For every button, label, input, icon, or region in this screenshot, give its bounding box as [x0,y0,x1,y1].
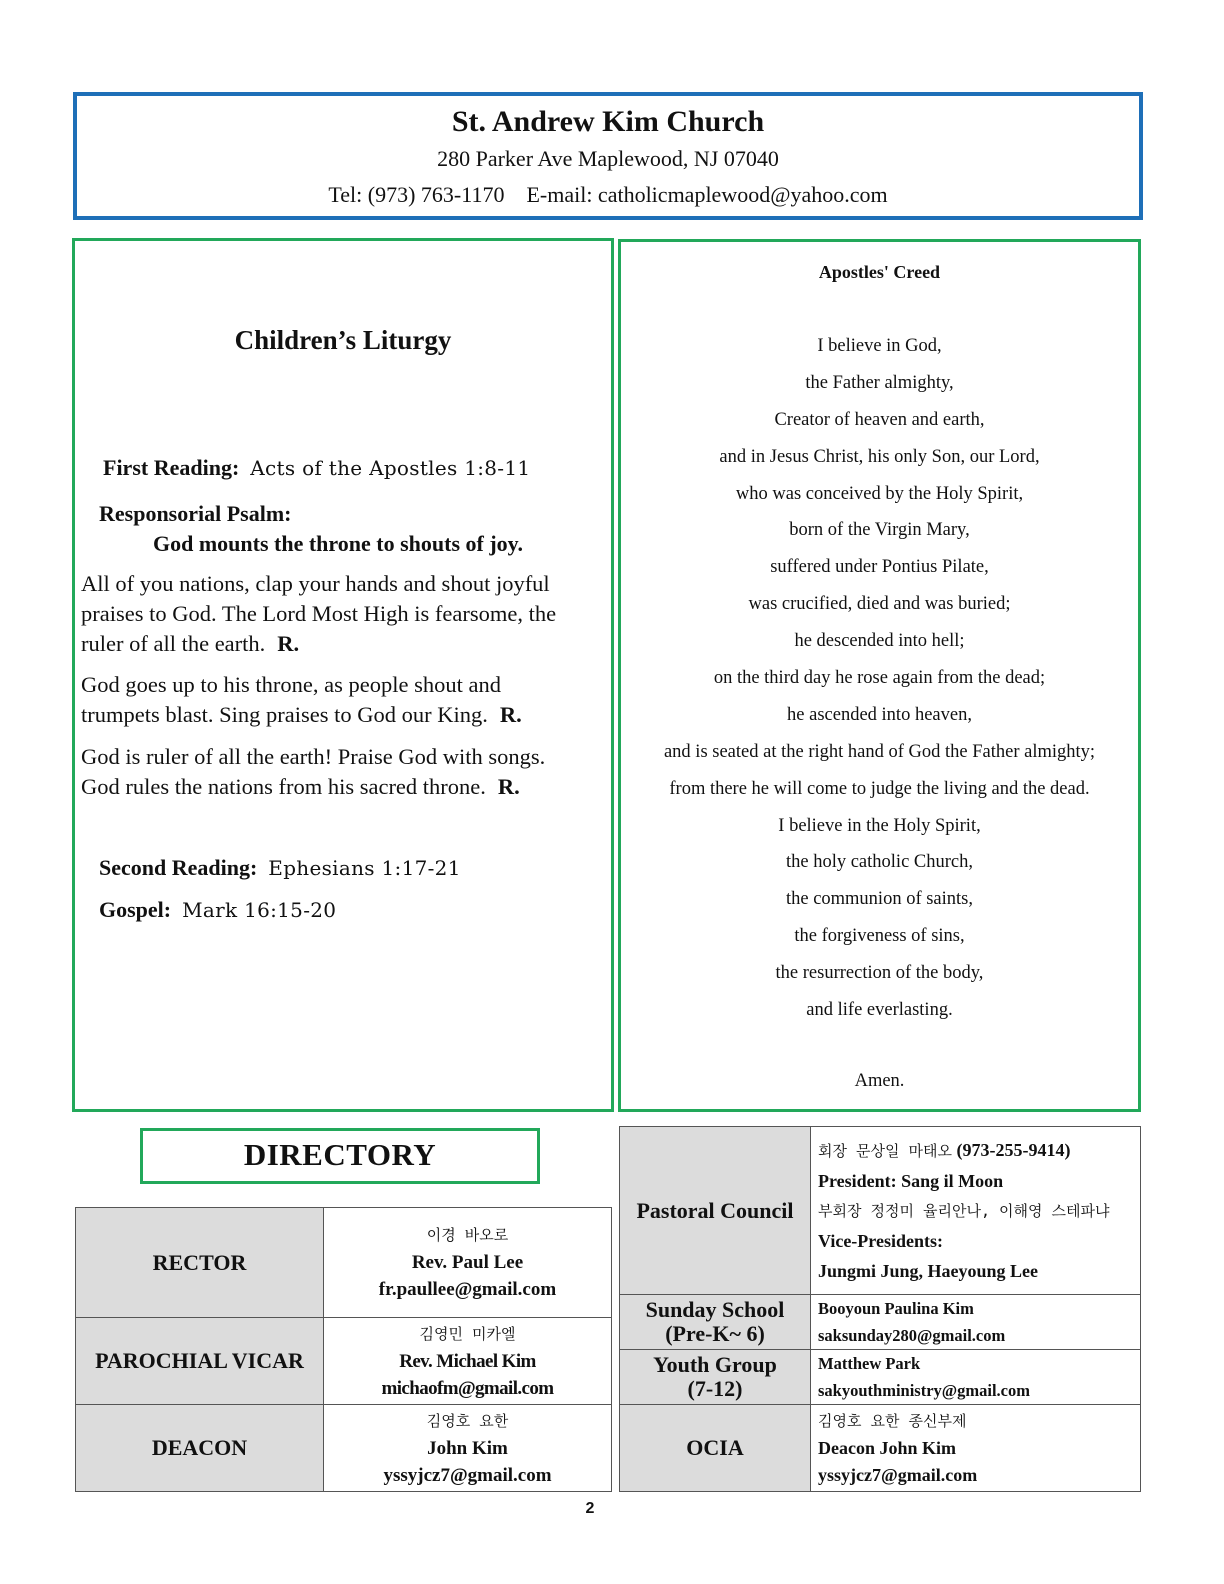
first-reading-label: First Reading: [103,455,240,480]
creed-line: who was conceived by the Holy Spirit, [735,483,1024,504]
verse-line: praises to God. The Lord Most High is fearsome, the [81,601,557,626]
contact-cell [811,1295,1141,1350]
verse-line: God is ruler of all the earth! Praise God with songs. [81,744,546,769]
contact-cell [811,1350,1141,1405]
verse-response: R. [497,774,520,799]
creed-line: and in Jesus Christ, his only Son, our Lord, [719,446,1040,467]
apostles-creed-box [618,239,1141,1112]
creed-line: I believe in God, [817,336,942,356]
contact-cell [811,1127,1141,1295]
table-row [76,1208,612,1318]
korean-name: 회장 문상일 마태오 [818,1142,952,1160]
role-cell [620,1295,811,1350]
role-line: (7-12) [687,1376,743,1401]
table-row [620,1405,1141,1492]
role-cell [620,1350,811,1405]
creed-line: suffered under Pontius Pilate, [770,557,989,578]
contact-cell [811,1405,1141,1492]
psalm-refrain: God mounts the throne to shouts of joy. [153,531,523,556]
liturgy-heading: Children’s Liturgy [234,325,452,355]
contact-cell [324,1318,612,1405]
verse-line: All of you nations, clap your hands and shout joyful [81,571,550,596]
contact-email: sakyouthministry@gmail.com [818,1381,1030,1400]
vice-presidents-korean: 부회장 정정미 율리안나, 이해영 스테파냐 [818,1202,1110,1220]
president-name: President: Sang il Moon [818,1171,1004,1191]
contact-email: saksunday280@gmail.com [818,1326,1006,1345]
contact-phone: (973-255-9414) [956,1140,1071,1160]
verse-line: God goes up to his throne, as people shout and [81,672,501,697]
church-contact [77,181,1139,209]
gospel-label: Gospel: [99,897,172,922]
creed-line: the forgiveness of sins, [794,926,965,947]
first-reading [103,455,530,481]
contact-name: Deacon John Kim [818,1437,957,1458]
creed-line: born of the Virgin Mary, [789,520,970,541]
creed-line: the resurrection of the body, [775,963,984,984]
korean-name: 김영호 요한 [426,1411,509,1430]
creed-line: the holy catholic Church, [785,852,973,873]
second-reading-label: Second Reading: [99,855,258,880]
role-cell: PAROCHIAL VICAR [76,1318,324,1405]
creed-line: the Father almighty, [805,372,954,393]
role-cell: DEACON [76,1405,324,1492]
gospel-text: Mark 16:15-20 [182,898,337,922]
second-reading [99,855,461,881]
creed-line: and life everlasting. [806,1000,953,1021]
verse-line-text: ruler of all the earth. [81,631,266,656]
church-email: E-mail: catholicmaplewood@yahoo.com [526,182,888,207]
creed-line: was crucified, died and was buried; [748,594,1011,615]
church-header [73,92,1143,220]
psalm-verse [81,670,601,730]
creed-line: on the third day he rose again from the dead; [713,668,1046,689]
church-address: 280 Parker Ave Maplewood, NJ 07040 [437,146,779,171]
contact-cell [324,1208,612,1318]
verse-line [81,629,601,659]
table-row [620,1350,1141,1405]
verse-line-text: trumpets blast. Sing praises to God our King. [81,702,488,727]
contact-name: John Kim [427,1437,508,1459]
contact-cell [324,1405,612,1492]
contact-email: yssyjcz7@gmail.com [383,1464,552,1486]
contact-name: Matthew Park [818,1354,921,1373]
contact-name: Rev. Michael Kim [399,1350,536,1372]
contact-email: fr.paullee@gmail.com [378,1279,557,1300]
psalm-label: Responsorial Psalm: [99,501,292,526]
korean-name: 김영민 미카엘 [419,1324,516,1343]
creed-amen: Amen. [854,1071,905,1091]
verse-line [81,700,601,730]
creed-line: from there he will come to judge the living and the dead. [669,778,1090,799]
church-name: St. Andrew Kim Church [451,105,765,138]
role-cell: Pastoral Council [620,1127,811,1295]
gospel [99,897,336,923]
creed-line: and is seated at the right hand of God the Father almighty; [663,741,1096,762]
creed-line: he descended into hell; [794,631,965,652]
verse-response: R. [277,631,300,656]
contact-email: michaofm@gmail.com [381,1377,554,1399]
church-tel: Tel: (973) 763-1170 [328,182,505,207]
verse-line [81,772,601,802]
second-reading-text: Ephesians 1:17-21 [268,856,461,880]
creed-lines [621,332,1138,1033]
creed-title: Apostles' Creed [818,262,941,282]
childrens-liturgy-box [72,238,614,1112]
verse-response: R. [499,702,522,727]
role-line: Sunday School [645,1297,785,1322]
directory-title: DIRECTORY [140,1128,540,1184]
contact-name: Rev. Paul Lee [411,1252,524,1273]
role-line: Youth Group [653,1352,777,1377]
role-cell: OCIA [620,1405,811,1492]
vice-presidents-label: Vice-Presidents: [818,1231,943,1251]
creed-line: the communion of saints, [785,889,974,910]
table-row [76,1405,612,1492]
directory-table-left [75,1207,612,1492]
psalm-verse [81,569,601,659]
role-cell: RECTOR [76,1208,324,1318]
directory-table-right [619,1126,1141,1492]
first-reading-text: Acts of the Apostles 1:8-11 [250,456,531,480]
verse-line-text: God rules the nations from his sacred throne. [81,774,486,799]
table-row [620,1295,1141,1350]
president-korean-line [818,1135,1140,1166]
creed-line: he ascended into heaven, [787,704,972,725]
korean-name: 이경 바오로 [426,1226,509,1244]
psalm-verse [81,742,601,802]
korean-name: 김영호 요한 종신부제 [818,1411,967,1430]
vice-presidents-names: Jungmi Jung, Haeyoung Lee [818,1261,1039,1281]
table-row [76,1318,612,1405]
creed-line: Creator of heaven and earth, [774,409,985,430]
page-number: 2 [585,1500,595,1517]
table-row [620,1127,1141,1295]
role-line: (Pre-K~ 6) [665,1321,765,1346]
contact-name: Booyoun Paulina Kim [818,1299,974,1318]
creed-line: I believe in the Holy Spirit, [778,815,981,836]
contact-email: yssyjcz7@gmail.com [818,1464,978,1485]
